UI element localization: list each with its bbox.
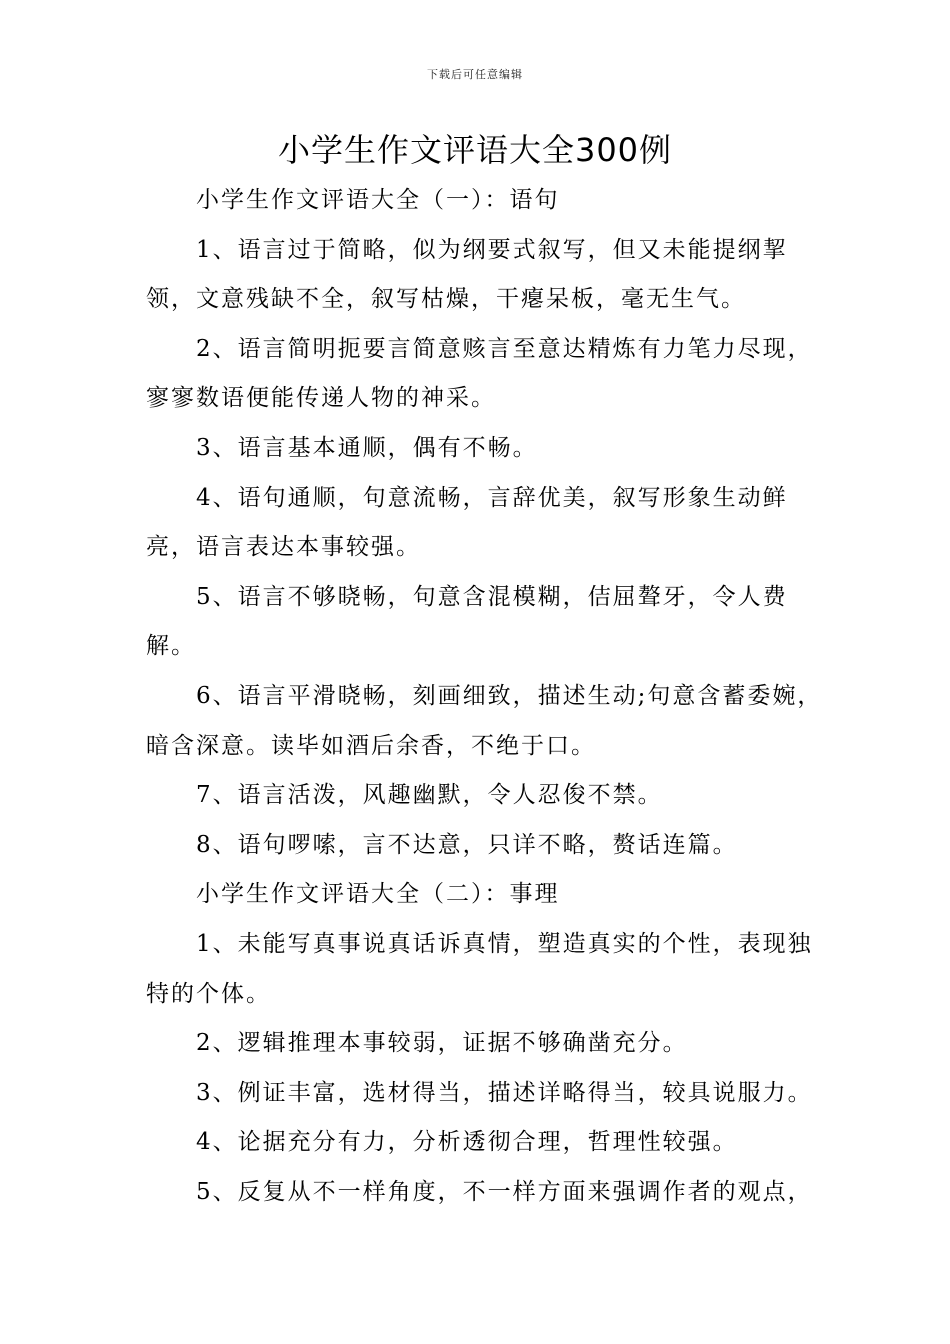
comment-paragraph: 1、未能写真事说真话诉真情，塑造真实的个性，表现独特的个体。 [146, 930, 813, 1007]
comment-paragraph: 4、论据充分有力，分析透彻合理，哲理性较强。 [196, 1129, 738, 1156]
comment-paragraph: 6、语言平滑晓畅，刻画细致，描述生动;句意含蓄委婉，暗含深意。读毕如酒后余香，不绝于口。 [146, 682, 823, 759]
document-body [146, 176, 826, 1217]
comment-paragraph: 2、逻辑推理本事较弱，证据不够确凿充分。 [196, 1030, 688, 1057]
comment-paragraph: 5、语言不够晓畅，句意含混模糊，佶屈聱牙，令人费解。 [146, 583, 788, 660]
section-heading-1: 小学生作文评语大全（一）：语句 [196, 187, 560, 213]
comment-paragraph: 4、语句通顺，句意流畅，言辞优美，叙写形象生动鲜亮，语言表达本事较强。 [146, 484, 788, 561]
comment-paragraph: 5、反复从不一样角度，不一样方面来强调作者的观点， [196, 1178, 813, 1205]
document-title: 小学生作文评语大全300例 [277, 131, 673, 169]
header-note: 下载后可任意编辑 [427, 68, 523, 81]
comment-paragraph: 8、语句啰嗦，言不达意，只详不略，赘话连篇。 [196, 831, 738, 858]
comment-paragraph: 7、语言活泼，风趣幽默，令人忍俊不禁。 [196, 782, 663, 809]
comment-paragraph: 1、语言过于简略，似为纲要式叙写，但又未能提纲挈领，文意残缺不全，叙写枯燥，干瘪呆板，毫无生气。 [146, 236, 788, 313]
comment-paragraph: 3、语言基本通顺，偶有不畅。 [196, 434, 538, 461]
comment-paragraph: 3、例证丰富，选材得当，描述详略得当，较具说服力。 [196, 1079, 813, 1106]
comment-paragraph: 2、语言简明扼要言简意赅言至意达精炼有力笔力尽现，寥寥数语便能传递人物的神采。 [146, 335, 813, 412]
section-heading-2: 小学生作文评语大全（二）：事理 [196, 881, 560, 908]
